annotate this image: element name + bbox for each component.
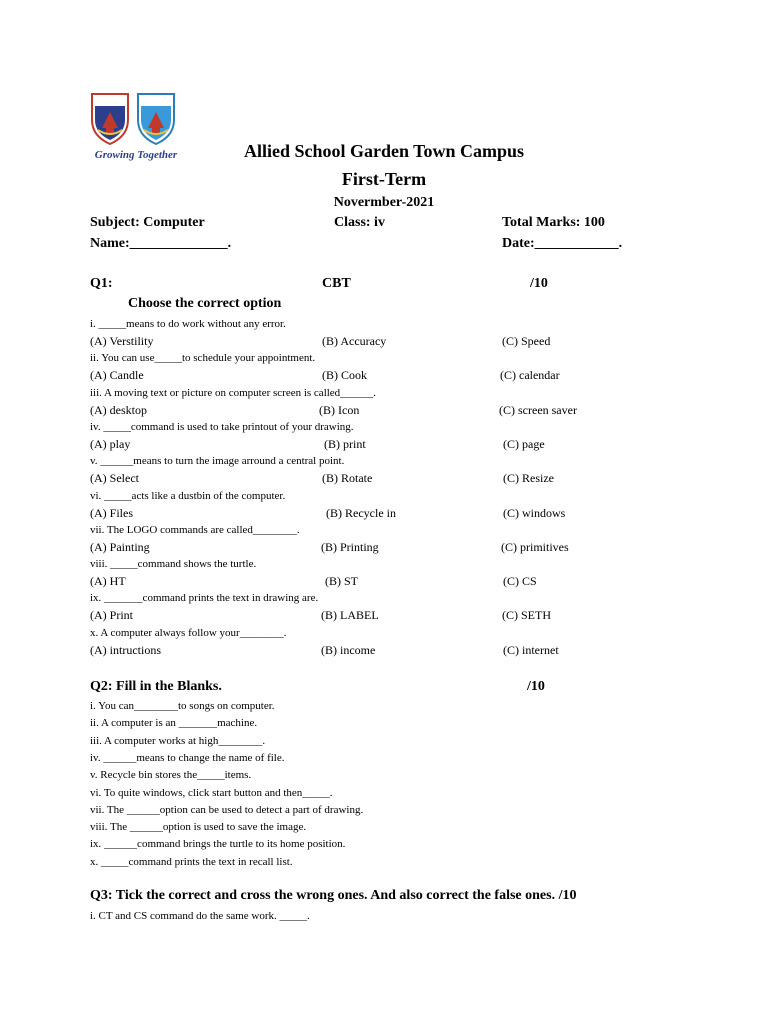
blank-question: i. You can________to songs on computer. <box>90 700 275 712</box>
option-b: (B) LABEL <box>321 608 379 622</box>
option-a: (A) intructions <box>90 643 161 657</box>
option-c: (C) Speed <box>502 334 551 348</box>
option-c: (C) calendar <box>500 368 560 382</box>
blank-question: iii. A computer works at high________. <box>90 735 266 747</box>
q1-topic: CBT <box>322 276 351 291</box>
option-b: (B) print <box>324 437 366 451</box>
question-text: x. A computer always follow your________. <box>90 627 287 639</box>
logo-motto: Growing Together <box>94 149 178 161</box>
option-a: (A) Candle <box>90 368 144 382</box>
class-label: Class: iv <box>334 215 385 230</box>
option-a: (A) Print <box>90 608 133 622</box>
question-text: ii. You can use_____to schedule your appointment. <box>90 352 316 364</box>
subject-label: Subject: Computer <box>90 215 205 230</box>
question-text: i. _____means to do work without any error. <box>90 318 286 330</box>
option-a: (A) Verstility <box>90 334 154 348</box>
option-c: (C) internet <box>503 643 559 657</box>
q3-label: Q3: Tick the correct and cross the wrong ones. And also correct the false ones. /10 <box>90 888 577 903</box>
blank-question: ii. A computer is an _______machine. <box>90 717 258 729</box>
true-false-question: i. CT and CS command do the same work. _____. <box>90 910 310 922</box>
question-text: viii. _____command shows the turtle. <box>90 558 257 570</box>
option-b: (B) Cook <box>322 368 367 382</box>
date-field: Date:____________. <box>502 236 623 251</box>
school-name: Allied School Garden Town Campus <box>243 141 525 161</box>
blank-question: vi. To quite windows, click start button and then_____. <box>90 787 333 799</box>
option-a: (A) HT <box>90 574 126 588</box>
option-b: (B) Accuracy <box>322 334 387 348</box>
blank-question: v. Recycle bin stores the_____items. <box>90 769 252 781</box>
option-b: (B) Printing <box>321 540 379 554</box>
option-a: (A) Painting <box>90 540 150 554</box>
blank-question: viii. The ______option is used to save the image. <box>90 821 307 833</box>
q1-instruction: Choose the correct option <box>128 296 282 311</box>
option-a: (A) Files <box>90 506 133 520</box>
question-text: vii. The LOGO commands are called________. <box>90 524 300 536</box>
option-a: (A) Select <box>90 471 139 485</box>
option-b: (B) income <box>321 643 376 657</box>
option-a: (A) desktop <box>90 403 147 417</box>
q2-marks: /10 <box>527 679 545 694</box>
q1-label: Q1: <box>90 276 113 291</box>
option-b: (B) Icon <box>319 403 360 417</box>
question-text: iii. A moving text or picture on computer screen is called______. <box>90 387 376 399</box>
question-text: iv. _____command is used to take printout of your drawing. <box>90 421 354 433</box>
option-c: (C) windows <box>503 506 566 520</box>
total-marks-label: Total Marks: 100 <box>502 215 605 230</box>
option-b: (B) Recycle in <box>326 506 396 520</box>
option-c: (C) SETH <box>502 608 551 622</box>
name-field: Name:______________. <box>90 236 232 251</box>
question-text: vi. _____acts like a dustbin of the computer. <box>90 490 286 502</box>
blank-question: iv. ______means to change the name of file. <box>90 752 285 764</box>
option-c: (C) screen saver <box>499 403 577 417</box>
option-b: (B) ST <box>325 574 358 588</box>
exam-date: Novermber-2021 <box>333 195 435 210</box>
term-title: First-Term <box>341 169 427 189</box>
q2-label: Q2: Fill in the Blanks. <box>90 679 222 694</box>
question-text: ix. _______command prints the text in drawing are. <box>90 592 319 604</box>
blank-question: ix. ______command brings the turtle to its home position. <box>90 838 346 850</box>
blank-question: x. _____command prints the text in recall list. <box>90 856 293 868</box>
blank-question: vii. The ______option can be used to detect a part of drawing. <box>90 804 364 816</box>
option-c: (C) primitives <box>501 540 569 554</box>
option-c: (C) CS <box>503 574 537 588</box>
option-a: (A) play <box>90 437 131 451</box>
option-c: (C) page <box>503 437 545 451</box>
option-c: (C) Resize <box>503 471 554 485</box>
question-text: v. ______means to turn the image arround a central point. <box>90 455 345 467</box>
option-b: (B) Rotate <box>322 471 373 485</box>
q1-marks: /10 <box>530 276 548 291</box>
